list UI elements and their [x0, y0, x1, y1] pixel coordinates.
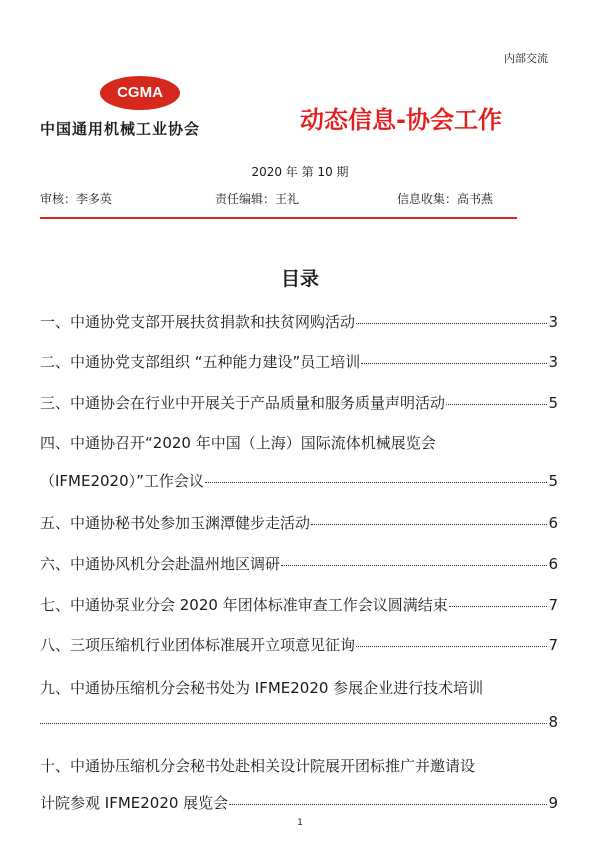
reviewer: 审核：李多英: [40, 192, 113, 206]
toc-leader: [446, 404, 547, 405]
toc-entry-title-cont: 计院参观 IFME2020 展览会: [40, 794, 229, 812]
toc-entry-title-cont: （IFME2020）”工作会议: [40, 472, 204, 490]
toc-leader: [356, 646, 547, 647]
org-name: 中国通用机械工业协会: [40, 120, 201, 138]
toc-entry-title[interactable]: 四、中通协召开“2020 年中国（上海）国际流体机械展览会: [40, 434, 436, 452]
toc-entry-title[interactable]: 十、中通协压缩机分会秘书处赴相关设计院展开团标推广并邀请设: [40, 757, 476, 775]
issue-number: 2020 年 第 10 期: [251, 165, 349, 179]
toc-entry-title: 八、三项压缩机行业团体标准展开立项意见征询: [40, 636, 356, 654]
toc-entry[interactable]: [40, 713, 558, 731]
toc-entry-page: 6: [548, 555, 558, 573]
toc-entry-page: 8: [548, 713, 558, 731]
toc-entry[interactable]: [40, 392, 558, 413]
document-title: 动态信息-协会工作: [300, 106, 502, 134]
toc-entry[interactable]: [40, 553, 558, 574]
toc-entry[interactable]: [40, 311, 558, 332]
page-number: 1: [297, 818, 303, 828]
toc-heading: 目录: [280, 268, 319, 290]
toc-entry-page: 6: [548, 514, 558, 532]
toc-entry-title: 六、中通协风机分会赴温州地区调研: [40, 555, 281, 573]
toc-leader: [281, 565, 547, 566]
toc-entry-title[interactable]: 九、中通协压缩机分会秘书处为 IFME2020 参展企业进行技术培训: [40, 679, 484, 697]
toc-entry[interactable]: [40, 351, 558, 372]
toc-leader: [361, 363, 547, 364]
toc-entry-page: 9: [548, 794, 558, 812]
toc-leader: [229, 804, 547, 805]
toc-entry-title: 七、中通协泵业分会 2020 年团体标准审查工作会议圆满结束: [40, 596, 448, 614]
toc-leader: [205, 482, 548, 483]
toc-entry-title: 一、中通协党支部开展扶贫捐款和扶贫网购活动: [40, 313, 356, 331]
toc-entry[interactable]: [40, 792, 558, 813]
toc-entry[interactable]: [40, 512, 558, 533]
header-divider: [40, 217, 517, 219]
toc-entry-page: 5: [548, 472, 558, 490]
toc-leader: [356, 323, 547, 324]
toc-entry-page: 5: [548, 394, 558, 412]
toc-entry-page: 3: [548, 353, 558, 371]
toc-entry[interactable]: [40, 634, 558, 655]
toc-entry[interactable]: [40, 470, 558, 491]
toc-entry-title: 二、中通协党支部组织 “五种能力建设”员工培训: [40, 353, 361, 371]
internal-label: 内部交流: [504, 52, 548, 65]
toc-leader: [449, 606, 548, 607]
toc-entry-page: 3: [548, 313, 558, 331]
toc-entry-title: 五、中通协秘书处参加玉渊潭健步走活动: [40, 514, 311, 532]
toc-leader: [40, 723, 547, 724]
toc-leader: [311, 524, 547, 525]
toc-entry-title: 三、中通协会在行业中开展关于产品质量和服务质量声明活动: [40, 394, 446, 412]
cgma-logo: [40, 72, 240, 142]
logo-text: CGMA: [117, 84, 163, 101]
toc-entry[interactable]: [40, 594, 558, 615]
editor: 责任编辑：王礼: [215, 192, 300, 206]
toc-entry-page: 7: [548, 596, 558, 614]
toc-entry-page: 7: [548, 636, 558, 654]
info-collector: 信息收集：高书燕: [397, 192, 494, 206]
